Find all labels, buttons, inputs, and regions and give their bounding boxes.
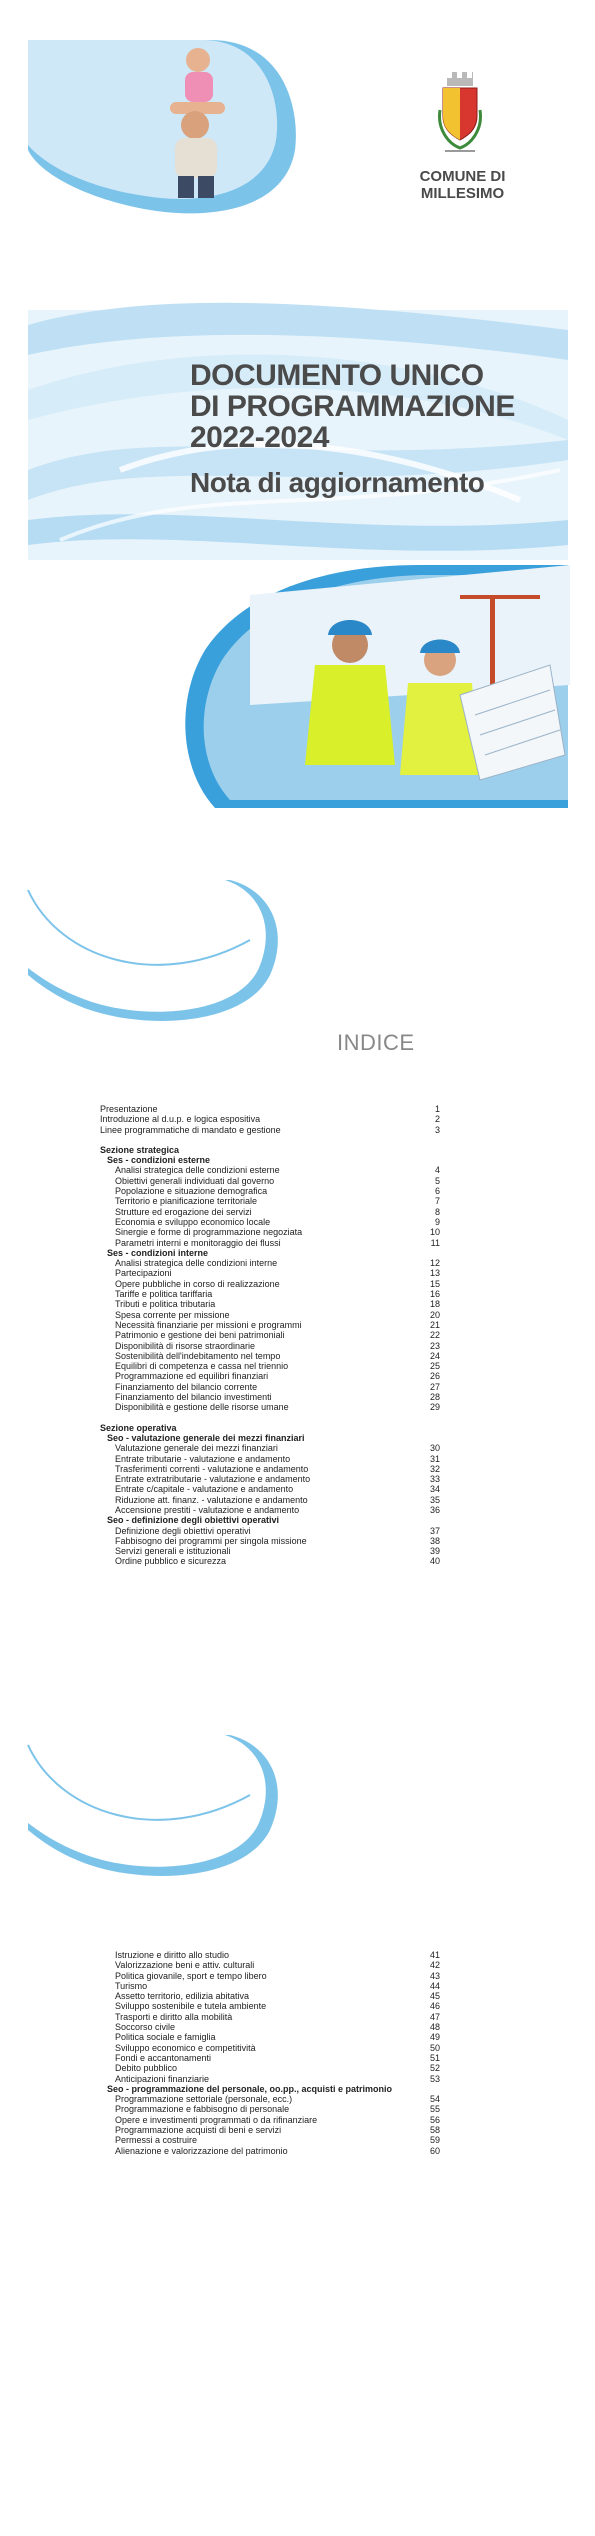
toc-entry-title: Seo - definizione degli obiettivi operativi bbox=[107, 1515, 280, 1526]
toc-entry bbox=[100, 1382, 440, 1392]
toc-entry-page: 42 bbox=[429, 1960, 440, 1971]
toc-entry bbox=[100, 1402, 440, 1412]
toc-entry-title: Alienazione e valorizzazione del patrimonio bbox=[115, 2145, 288, 2156]
toc-entry-title: Trasferimenti correnti - valutazione e andamento bbox=[115, 1463, 309, 1474]
toc-entry-page: 46 bbox=[429, 2001, 440, 2012]
toc-entry-title: Definizione degli obiettivi operativi bbox=[115, 1525, 251, 1536]
toc-entry-page: 26 bbox=[429, 1371, 440, 1382]
index-swoosh-top bbox=[0, 880, 300, 1040]
toc-entry-title: Obiettivi generali individuati dal governo bbox=[115, 1175, 275, 1186]
toc-entry bbox=[100, 1971, 440, 1981]
toc-entry bbox=[100, 1474, 440, 1484]
toc-entry-title: Entrate tributarie - valutazione e andamento bbox=[115, 1453, 291, 1464]
toc-entry bbox=[100, 1361, 440, 1371]
toc-entry-page: 41 bbox=[429, 1950, 440, 1960]
toc-entry bbox=[100, 1371, 440, 1381]
toc-entry bbox=[100, 2053, 440, 2063]
comune-name bbox=[405, 168, 520, 202]
toc-entry-title: Sviluppo economico e competitività bbox=[115, 2042, 256, 2053]
toc-entry-title: Ordine pubblico e sicurezza bbox=[115, 1556, 227, 1567]
toc-entry-page: 45 bbox=[429, 1991, 440, 2002]
document-title-line3: 2022-2024 bbox=[190, 421, 329, 454]
toc-entry-page: 35 bbox=[429, 1494, 440, 1505]
toc-entry-page: 59 bbox=[429, 2135, 440, 2146]
toc-entry-page: 28 bbox=[429, 1392, 440, 1403]
toc-entry-title: Disponibilità di risorse straordinarie bbox=[115, 1340, 256, 1351]
toc-entry-title: Equilibri di competenza e cassa nel triennio bbox=[115, 1361, 289, 1372]
toc-entry bbox=[100, 1505, 440, 1515]
toc-entry-page: 20 bbox=[429, 1309, 440, 1320]
toc-entry bbox=[100, 1423, 440, 1433]
toc-entry bbox=[100, 2043, 440, 2053]
toc-entry-page: 5 bbox=[434, 1175, 440, 1186]
toc-entry-title: Strutture ed erogazione dei servizi bbox=[115, 1206, 252, 1217]
toc-entry bbox=[100, 2104, 440, 2114]
toc-entry-page: 10 bbox=[429, 1227, 440, 1238]
toc-entry-title: Riduzione att. finanz. - valutazione e andamento bbox=[115, 1494, 308, 1505]
toc-entry-title: Opere pubbliche in corso di realizzazione bbox=[115, 1278, 280, 1289]
toc-entry-title: Sviluppo sostenibile e tutela ambiente bbox=[115, 2001, 267, 2012]
toc-entry-title: Programmazione settoriale (personale, ecc.) bbox=[115, 2094, 293, 2105]
toc-entry bbox=[100, 1289, 440, 1299]
toc-entry bbox=[100, 1454, 440, 1464]
toc-entry-page: 40 bbox=[429, 1556, 440, 1567]
toc-entry-title: Opere e investimenti programmati o da rifinanziare bbox=[115, 2114, 318, 2125]
toc-entry-title: Entrate extratributarie - valutazione e andamento bbox=[115, 1474, 311, 1485]
toc-entry-title: Fabbisogno dei programmi per singola missione bbox=[115, 1535, 307, 1546]
toc-entry-title: Politica giovanile, sport e tempo libero bbox=[115, 1970, 267, 1981]
toc-entry-page: 24 bbox=[429, 1350, 440, 1361]
index-swoosh-top-page2 bbox=[0, 1735, 300, 1895]
toc-entry-title: Spesa corrente per missione bbox=[115, 1309, 230, 1320]
toc-entry bbox=[100, 1279, 440, 1289]
toc-entry bbox=[100, 1351, 440, 1361]
table-of-contents-part2 bbox=[100, 1950, 440, 2156]
toc-entry bbox=[100, 1546, 440, 1556]
toc-entry-page: 33 bbox=[429, 1474, 440, 1485]
toc-entry-title: Introduzione al d.u.p. e logica espositiva bbox=[100, 1114, 261, 1125]
toc-entry-title: Debito pubblico bbox=[115, 2063, 178, 2074]
toc-entry-page: 18 bbox=[429, 1299, 440, 1310]
toc-entry-title: Istruzione e diritto allo studio bbox=[115, 1950, 230, 1960]
toc-entry-page: 3 bbox=[434, 1124, 440, 1135]
toc-entry-page: 51 bbox=[429, 2052, 440, 2063]
toc-entry bbox=[100, 2125, 440, 2135]
toc-entry bbox=[100, 2135, 440, 2145]
document-title-line1: DOCUMENTO UNICO bbox=[190, 359, 484, 392]
toc-entry bbox=[100, 1556, 440, 1566]
toc-entry bbox=[100, 1145, 440, 1155]
toc-entry-page: 29 bbox=[429, 1402, 440, 1413]
toc-entry-title: Ses - condizioni esterne bbox=[107, 1155, 211, 1166]
workers-photo bbox=[230, 565, 570, 805]
toc-entry bbox=[100, 2012, 440, 2022]
toc-entry-title: Assetto territorio, edilizia abitativa bbox=[115, 1991, 250, 2002]
toc-entry-title: Programmazione ed equilibri finanziari bbox=[115, 1371, 269, 1382]
toc-entry bbox=[100, 2032, 440, 2042]
table-of-contents-part1 bbox=[100, 1104, 440, 1567]
toc-entry bbox=[100, 1165, 440, 1175]
toc-entry-page: 37 bbox=[429, 1525, 440, 1536]
toc-entry-title: Parametri interni e monitoraggio dei flussi bbox=[115, 1237, 281, 1248]
toc-entry bbox=[100, 1515, 440, 1525]
toc-entry bbox=[100, 1258, 440, 1268]
comune-name-line2: MILLESIMO bbox=[420, 185, 505, 202]
comune-name-line1: COMUNE DI bbox=[419, 168, 506, 185]
toc-entry bbox=[100, 1433, 440, 1443]
toc-entry-page: 39 bbox=[429, 1546, 440, 1557]
toc-entry bbox=[100, 2022, 440, 2032]
toc-entry-page: 30 bbox=[429, 1443, 440, 1454]
toc-entry bbox=[100, 1981, 440, 1991]
toc-entry bbox=[100, 2001, 440, 2011]
toc-entry-title: Territorio e pianificazione territoriale bbox=[115, 1196, 258, 1207]
toc-entry-title: Finanziamento del bilancio investimenti bbox=[115, 1392, 272, 1403]
toc-entry-page: 21 bbox=[429, 1319, 440, 1330]
comune-crest bbox=[437, 70, 483, 156]
toc-entry bbox=[100, 1310, 440, 1320]
toc-entry bbox=[100, 2063, 440, 2073]
toc-entry-page: 50 bbox=[429, 2042, 440, 2053]
toc-entry-title: Permessi a costruire bbox=[115, 2135, 198, 2146]
toc-entry-page: 54 bbox=[429, 2094, 440, 2105]
toc-entry-page: 47 bbox=[429, 2011, 440, 2022]
toc-entry-page: 31 bbox=[429, 1453, 440, 1464]
toc-entry-title: Valorizzazione beni e attiv. culturali bbox=[115, 1960, 255, 1971]
toc-entry-title: Turismo bbox=[115, 1980, 148, 1991]
toc-entry bbox=[100, 2074, 440, 2084]
document-title-line2: DI PROGRAMMAZIONE bbox=[190, 390, 515, 423]
toc-entry bbox=[100, 1960, 440, 1970]
toc-entry-title: Sezione operativa bbox=[100, 1422, 177, 1433]
index-title: INDICE bbox=[337, 1030, 415, 1055]
toc-entry-title: Necessità finanziarie per missioni e programmi bbox=[115, 1319, 302, 1330]
toc-entry bbox=[100, 1186, 440, 1196]
toc-entry bbox=[100, 1320, 440, 1330]
toc-entry-page: 53 bbox=[429, 2073, 440, 2084]
toc-entry-page: 56 bbox=[429, 2114, 440, 2125]
toc-entry-title: Soccorso civile bbox=[115, 2022, 176, 2033]
toc-entry-title: Ses - condizioni interne bbox=[107, 1247, 209, 1258]
toc-entry-title: Tariffe e politica tariffaria bbox=[115, 1289, 213, 1300]
toc-entry bbox=[100, 1217, 440, 1227]
toc-entry bbox=[100, 1227, 440, 1237]
toc-entry-title: Popolazione e situazione demografica bbox=[115, 1186, 268, 1197]
toc-entry bbox=[100, 2115, 440, 2125]
toc-entry-page: 13 bbox=[429, 1268, 440, 1279]
toc-gap bbox=[100, 1413, 440, 1423]
toc-entry-title: Tributi e politica tributaria bbox=[115, 1299, 216, 1310]
toc-entry-title: Analisi strategica delle condizioni interne bbox=[115, 1258, 278, 1269]
toc-entry-title: Accensione prestiti - valutazione e andamento bbox=[115, 1504, 300, 1515]
document-title bbox=[190, 360, 570, 453]
toc-entry bbox=[100, 1495, 440, 1505]
toc-entry bbox=[100, 1299, 440, 1309]
toc-entry-page: 52 bbox=[429, 2063, 440, 2074]
toc-entry-page: 55 bbox=[429, 2104, 440, 2115]
toc-entry bbox=[100, 1155, 440, 1165]
toc-entry bbox=[100, 1330, 440, 1340]
toc-entry-page: 34 bbox=[429, 1484, 440, 1495]
toc-entry-title: Sostenibilità dell'indebitamento nel tempo bbox=[115, 1350, 281, 1361]
toc-entry-title: Finanziamento del bilancio corrente bbox=[115, 1381, 258, 1392]
toc-entry bbox=[100, 1238, 440, 1248]
toc-entry bbox=[100, 1196, 440, 1206]
toc-entry-title: Politica sociale e famiglia bbox=[115, 2032, 216, 2043]
toc-entry-page: 9 bbox=[434, 1216, 440, 1227]
toc-entry-title: Seo - programmazione del personale, oo.pp., acquisti e patrimonio bbox=[107, 2083, 393, 2094]
toc-entry-page: 6 bbox=[434, 1186, 440, 1197]
toc-entry-title: Valutazione generale dei mezzi finanziari bbox=[115, 1443, 278, 1454]
toc-entry-page: 8 bbox=[434, 1206, 440, 1217]
toc-entry bbox=[100, 1392, 440, 1402]
toc-entry bbox=[100, 1443, 440, 1453]
toc-entry bbox=[100, 1104, 440, 1114]
toc-entry bbox=[100, 1950, 440, 1960]
toc-entry-title: Presentazione bbox=[100, 1104, 158, 1114]
toc-entry-title: Analisi strategica delle condizioni esterne bbox=[115, 1165, 280, 1176]
document-subtitle: Nota di aggiornamento bbox=[190, 467, 485, 498]
toc-entry-title: Patrimonio e gestione dei beni patrimoniali bbox=[115, 1330, 285, 1341]
toc-entry-title: Anticipazioni finanziarie bbox=[115, 2073, 210, 2084]
toc-entry-title: Fondi e accantonamenti bbox=[115, 2052, 212, 2063]
toc-gap bbox=[100, 1135, 440, 1145]
toc-entry bbox=[100, 1341, 440, 1351]
toc-entry-title: Partecipazioni bbox=[115, 1268, 172, 1279]
toc-entry-page: 43 bbox=[429, 1970, 440, 1981]
toc-entry-page: 4 bbox=[434, 1165, 440, 1176]
toc-entry-title: Sinergie e forme di programmazione negoziata bbox=[115, 1227, 303, 1238]
toc-entry-title: Linee programmatiche di mandato e gestione bbox=[100, 1124, 281, 1135]
toc-entry bbox=[100, 1125, 440, 1135]
toc-entry-title: Programmazione e fabbisogno di personale bbox=[115, 2104, 290, 2115]
toc-entry-title: Disponibilità e gestione delle risorse umane bbox=[115, 1402, 289, 1413]
toc-entry-page: 38 bbox=[429, 1535, 440, 1546]
toc-entry-title: Entrate c/capitale - valutazione e andamento bbox=[115, 1484, 294, 1495]
toc-entry bbox=[100, 1207, 440, 1217]
toc-entry bbox=[100, 2146, 440, 2156]
toc-entry-title: Seo - valutazione generale dei mezzi finanziari bbox=[107, 1432, 305, 1443]
toc-entry bbox=[100, 1268, 440, 1278]
family-photo bbox=[140, 40, 255, 200]
toc-entry-title: Economia e sviluppo economico locale bbox=[115, 1216, 271, 1227]
toc-entry-page: 49 bbox=[429, 2032, 440, 2043]
toc-entry-page: 1 bbox=[434, 1104, 440, 1114]
toc-entry bbox=[100, 1114, 440, 1124]
toc-entry-page: 36 bbox=[429, 1504, 440, 1515]
toc-entry-page: 23 bbox=[429, 1340, 440, 1351]
toc-entry bbox=[100, 1526, 440, 1536]
toc-entry bbox=[100, 1484, 440, 1494]
toc-entry bbox=[100, 1536, 440, 1546]
toc-entry-page: 25 bbox=[429, 1361, 440, 1372]
toc-entry bbox=[100, 2094, 440, 2104]
toc-entry-page: 15 bbox=[429, 1278, 440, 1289]
toc-entry-page: 32 bbox=[429, 1463, 440, 1474]
toc-entry bbox=[100, 1991, 440, 2001]
toc-entry-title: Sezione strategica bbox=[100, 1144, 180, 1155]
toc-entry-page: 27 bbox=[429, 1381, 440, 1392]
toc-entry-title: Servizi generali e istituzionali bbox=[115, 1546, 231, 1557]
toc-entry-page: 16 bbox=[429, 1289, 440, 1300]
toc-entry-page: 44 bbox=[429, 1980, 440, 1991]
toc-entry bbox=[100, 1464, 440, 1474]
toc-entry-page: 58 bbox=[429, 2125, 440, 2136]
toc-entry-page: 22 bbox=[429, 1330, 440, 1341]
toc-entry-page: 12 bbox=[429, 1258, 440, 1269]
toc-entry-page: 60 bbox=[429, 2145, 440, 2156]
toc-entry bbox=[100, 2084, 440, 2094]
toc-entry-title: Trasporti e diritto alla mobilità bbox=[115, 2011, 233, 2022]
toc-entry-page: 48 bbox=[429, 2022, 440, 2033]
toc-entry-page: 7 bbox=[434, 1196, 440, 1207]
toc-entry-title: Programmazione acquisti di beni e servizi bbox=[115, 2125, 282, 2136]
toc-entry bbox=[100, 1176, 440, 1186]
toc-entry-page: 2 bbox=[434, 1114, 440, 1125]
toc-entry-page: 11 bbox=[430, 1237, 440, 1248]
toc-entry bbox=[100, 1248, 440, 1258]
